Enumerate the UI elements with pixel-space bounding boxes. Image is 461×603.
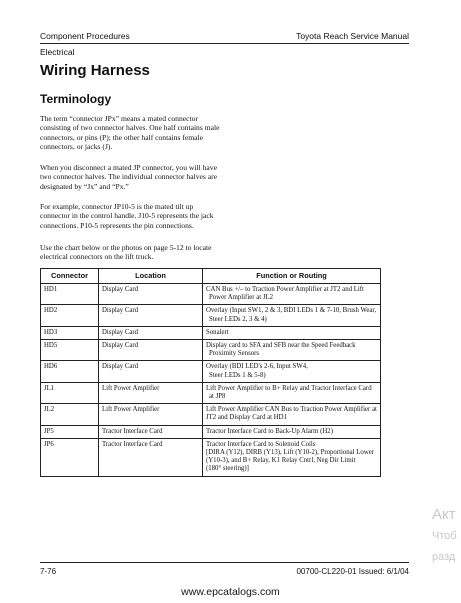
column-header-connector: Connector	[41, 269, 99, 284]
paragraph-example: For example, connector JP10-5 is the mated tilt up connector in the control handle. J10-5 represents the jack connections. P10-5 represents the pin connections.	[40, 202, 214, 230]
function-cell	[203, 404, 381, 425]
location-cell: Lift Power Amplifier	[99, 404, 203, 425]
running-header-left: Component Procedures	[40, 31, 130, 41]
connector-cell: HD2	[41, 305, 99, 326]
function-line: Display card to SFA and SFB near the Speed Feedback	[206, 342, 356, 350]
function-cell	[203, 340, 381, 361]
table-row	[41, 425, 381, 438]
function-cell	[203, 438, 381, 476]
section-heading: Terminology	[40, 92, 112, 106]
table-row	[41, 284, 381, 305]
function-line: Lift Power Amplifier CAN Bus to Traction Power Amplifier at	[206, 406, 377, 414]
function-line: Lift Power Amplifier to B+ Relay and Tractor Interface Card	[206, 384, 372, 392]
header-rule	[40, 43, 409, 44]
function-line: Steer LEDs 2, 3 & 4)	[209, 315, 267, 323]
watermark: www.epcatalogs.com	[181, 586, 280, 598]
paragraph-connector-term: The term “connector JPx” means a mated connector consisting of two connector halves. One half contains male connectors, or pins (P); the other half contains female connectors, or jacks (J).	[40, 114, 220, 151]
page-number: 7-76	[40, 567, 57, 576]
function-cell	[203, 361, 381, 382]
running-header-right: Toyota Reach Service Manual	[296, 31, 409, 41]
function-line: Steer LEDs 1 & 5-8)	[209, 371, 266, 379]
function-cell	[203, 326, 381, 339]
table-row	[41, 404, 381, 425]
function-cell	[203, 425, 381, 438]
connector-cell: HD1	[41, 284, 99, 305]
paragraph-connector-halves: When you disconnect a mated JP connector, you will have two connector halves. The individual connector halves are designated by “Jx” and “Px.”	[40, 163, 217, 191]
function-cell	[203, 382, 381, 403]
connector-cell: JP6	[41, 438, 99, 476]
table-row	[41, 305, 381, 326]
connector-table	[40, 268, 381, 477]
function-line: (Y10-3), and B+ Relay, K1 Relay Cntrl, Neg Dir Limit	[206, 457, 356, 465]
location-cell: Display Card	[99, 326, 203, 339]
table-row	[41, 326, 381, 339]
connector-cell: HD5	[41, 340, 99, 361]
footer-rule	[40, 562, 409, 563]
table-row	[41, 438, 381, 476]
location-cell: Display Card	[99, 361, 203, 382]
paragraph-chart-instructions: Use the chart below or the photos on page 5-12 to locate electrical connectors on the lift truck.	[40, 243, 212, 262]
location-cell: Display Card	[99, 340, 203, 361]
function-line: Overlay (Input SW1, 2 & 3, BDI LEDs 1 & 7-10, Brush Wear,	[206, 307, 377, 315]
document-id: 00700-CL220-01 Issued: 6/1/04	[296, 567, 409, 576]
column-header-location: Location	[99, 269, 203, 284]
overlay-text: Акт	[432, 506, 456, 523]
table-row	[41, 340, 381, 361]
location-cell: Display Card	[99, 305, 203, 326]
function-cell	[203, 305, 381, 326]
function-line: Overlay (BDI LED's 2-6, Input SW4,	[206, 363, 308, 371]
overlay-text: разд	[432, 551, 456, 563]
function-line: Power Amplifier at JL2	[209, 294, 273, 302]
section-label: Electrical	[40, 47, 75, 57]
connector-cell: HD6	[41, 361, 99, 382]
function-cell	[203, 284, 381, 305]
connector-cell: JP5	[41, 425, 99, 438]
function-line: Sonalert	[206, 328, 229, 336]
location-cell: Lift Power Amplifier	[99, 382, 203, 403]
function-line: JT2 and Display Card at HD1	[206, 414, 287, 422]
function-line: Tractor Interface Card to Back-Up Alarm (H2)	[206, 427, 333, 435]
connector-cell: JL2	[41, 404, 99, 425]
connector-cell: JL1	[41, 382, 99, 403]
table-row	[41, 382, 381, 403]
page-title: Wiring Harness	[40, 62, 150, 79]
connector-cell: HD3	[41, 326, 99, 339]
function-line: CAN Bus +/– to Traction Power Amplifier at JT2 and Lift	[206, 286, 364, 293]
function-line: [DIRA (Y12), DIRB (Y13), Lift (Y10-2), Proportional Lower	[206, 449, 375, 457]
location-cell: Tractor Interface Card	[99, 425, 203, 438]
function-line: Proximity Sensors	[209, 350, 260, 358]
table-header-row	[41, 269, 381, 284]
function-line: at JP8	[209, 393, 226, 401]
column-header-function: Function or Routing	[203, 269, 381, 284]
function-line: (180° steering)]	[206, 465, 249, 473]
overlay-text: Чтоб	[432, 530, 457, 542]
function-line: Tractor Interface Card to Solenoid Coils	[206, 440, 316, 448]
location-cell: Tractor Interface Card	[99, 438, 203, 476]
table-row	[41, 361, 381, 382]
location-cell: Display Card	[99, 284, 203, 305]
